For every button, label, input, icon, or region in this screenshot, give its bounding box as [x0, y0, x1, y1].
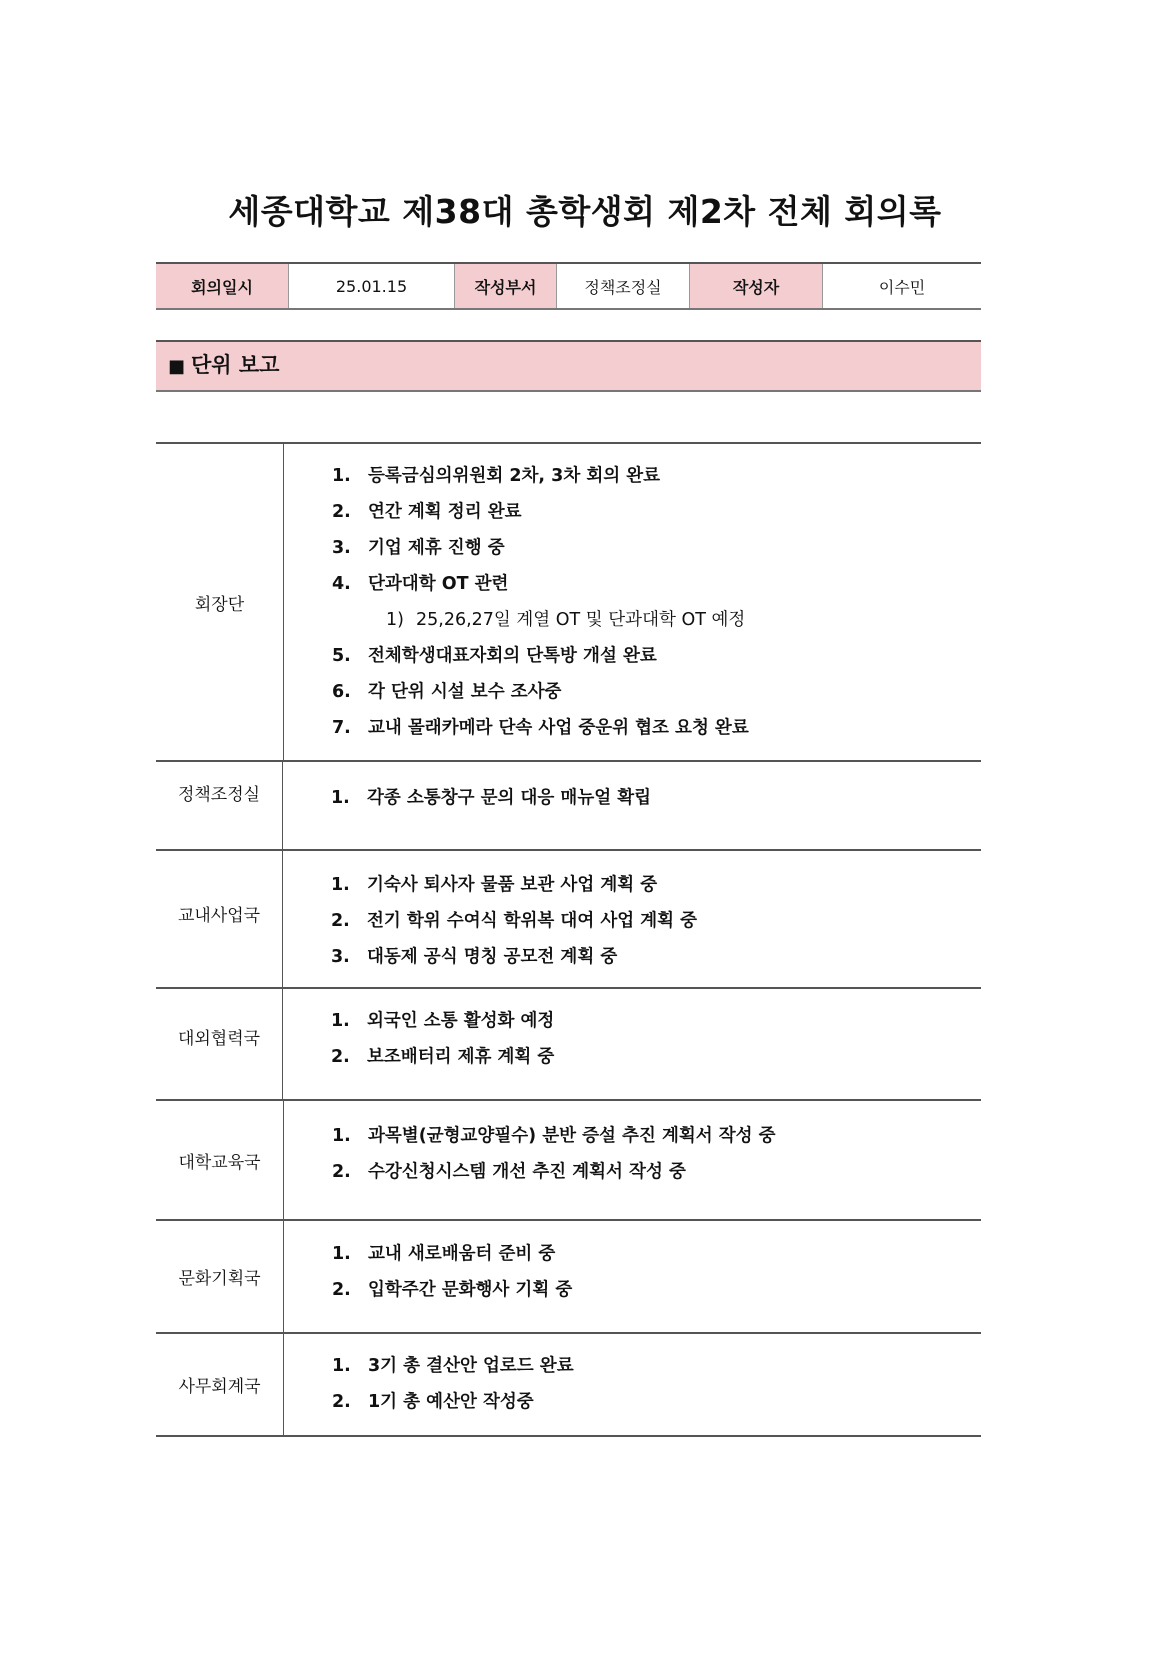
- item-text: 등록금심의위원회 2차, 3차 회의 완료: [368, 466, 661, 486]
- list-item: [284, 530, 981, 566]
- report-row: [156, 849, 981, 987]
- item-number: 1.: [332, 466, 351, 486]
- list-item: [283, 1039, 981, 1075]
- report-row: [156, 1219, 981, 1332]
- list-item: [284, 458, 981, 494]
- list-item: [284, 566, 981, 602]
- author-value: 이수민: [823, 263, 982, 309]
- item-number: 2.: [331, 1047, 350, 1067]
- author-label: 작성자: [690, 263, 823, 309]
- list-item: [284, 638, 981, 674]
- department-name: 대외협력국: [156, 989, 283, 1099]
- item-text: 기업 제휴 진행 중: [368, 538, 505, 558]
- item-text: 단과대학 OT 관련: [368, 574, 509, 594]
- list-item: [284, 1384, 981, 1420]
- list-item: [284, 674, 981, 710]
- list-item: [284, 710, 981, 746]
- item-text: 교내 몰래카메라 단속 사업 중운위 협조 요청 완료: [368, 718, 749, 738]
- report-items: [284, 444, 981, 760]
- list-item: [283, 1003, 981, 1039]
- sub-list-item: [284, 602, 981, 638]
- meeting-date-label: 회의일시: [156, 263, 289, 309]
- item-number: 3.: [331, 947, 350, 967]
- list-item: [284, 494, 981, 530]
- list-item: [283, 867, 981, 903]
- item-number: 1.: [332, 1126, 351, 1146]
- item-text: 외국인 소통 활성화 예정: [367, 1011, 555, 1031]
- item-text: 25,26,27일 계열 OT 및 단과대학 OT 예정: [416, 610, 746, 630]
- list-item: [284, 1236, 981, 1272]
- item-number: 3.: [332, 538, 351, 558]
- item-text: 입학주간 문화행사 기획 중: [368, 1280, 573, 1300]
- list-item: [284, 1118, 981, 1154]
- item-number: 6.: [332, 682, 351, 702]
- section-title: 단위 보고: [191, 353, 280, 377]
- item-number: 2.: [332, 1392, 351, 1412]
- section-header: [156, 340, 981, 392]
- item-text: 교내 새로배움터 준비 중: [368, 1244, 556, 1264]
- item-number: 7.: [332, 718, 351, 738]
- item-number: 5.: [332, 646, 351, 666]
- list-item: [283, 939, 981, 975]
- unit-report-table: [156, 442, 981, 1437]
- item-number: 2.: [331, 911, 350, 931]
- item-text: 1기 총 예산안 작성중: [368, 1392, 534, 1412]
- item-text: 전체학생대표자회의 단톡방 개설 완료: [368, 646, 657, 666]
- item-text: 3기 총 결산안 업로드 완료: [368, 1356, 574, 1376]
- report-items: [284, 1101, 981, 1219]
- report-items: [283, 851, 981, 987]
- department-name: 정책조정실: [156, 762, 283, 849]
- report-row: [156, 760, 981, 849]
- item-text: 전기 학위 수여식 학위복 대여 사업 계획 중: [367, 911, 698, 931]
- department-label: 작성부서: [455, 263, 557, 309]
- item-text: 수강신청시스템 개선 추진 계획서 작성 중: [368, 1162, 686, 1182]
- document-title: 세종대학교 제38대 총학생회 제2차 전체 회의록: [228, 192, 942, 231]
- item-number: 4.: [332, 574, 351, 594]
- item-number: 2.: [332, 1162, 351, 1182]
- report-row: [156, 1099, 981, 1219]
- department-name: 대학교육국: [156, 1101, 284, 1219]
- report-row: [156, 444, 981, 760]
- meeting-date-value: 25.01.15: [289, 263, 455, 309]
- item-number: 1.: [331, 1011, 350, 1031]
- item-text: 보조배터리 제휴 계획 중: [367, 1047, 555, 1067]
- department-name: 회장단: [156, 444, 284, 760]
- item-number: 1.: [331, 875, 350, 895]
- report-row: [156, 1332, 981, 1435]
- item-number: 2.: [332, 1280, 351, 1300]
- item-number: 1.: [331, 788, 350, 808]
- item-number: 1.: [332, 1356, 351, 1376]
- item-number: 2.: [332, 502, 351, 522]
- meeting-info-table: [156, 262, 981, 310]
- department-name: 교내사업국: [156, 851, 283, 987]
- department-name: 사무회계국: [156, 1334, 284, 1435]
- list-item: [283, 903, 981, 939]
- report-items: [284, 1334, 981, 1435]
- item-text: 연간 계획 정리 완료: [368, 502, 522, 522]
- list-item: [284, 1272, 981, 1308]
- report-items: [283, 762, 981, 849]
- item-text: 각종 소통창구 문의 대응 매뉴얼 확립: [367, 788, 652, 808]
- list-item: [284, 1154, 981, 1190]
- report-items: [283, 989, 981, 1099]
- item-number: 1): [386, 610, 404, 630]
- list-item: [284, 1348, 981, 1384]
- report-row: [156, 987, 981, 1099]
- item-text: 과목별(균형교양필수) 분반 증설 추진 계획서 작성 중: [368, 1126, 776, 1146]
- report-items: [284, 1221, 981, 1332]
- department-name: 문화기획국: [156, 1221, 284, 1332]
- square-bullet-icon: ■: [168, 356, 186, 377]
- item-text: 각 단위 시설 보수 조사중: [368, 682, 562, 702]
- department-value: 정책조정실: [557, 263, 690, 309]
- item-text: 기숙사 퇴사자 물품 보관 사업 계획 중: [367, 875, 658, 895]
- list-item: [283, 780, 981, 816]
- item-number: 1.: [332, 1244, 351, 1264]
- item-text: 대동제 공식 명칭 공모전 계획 중: [367, 947, 618, 967]
